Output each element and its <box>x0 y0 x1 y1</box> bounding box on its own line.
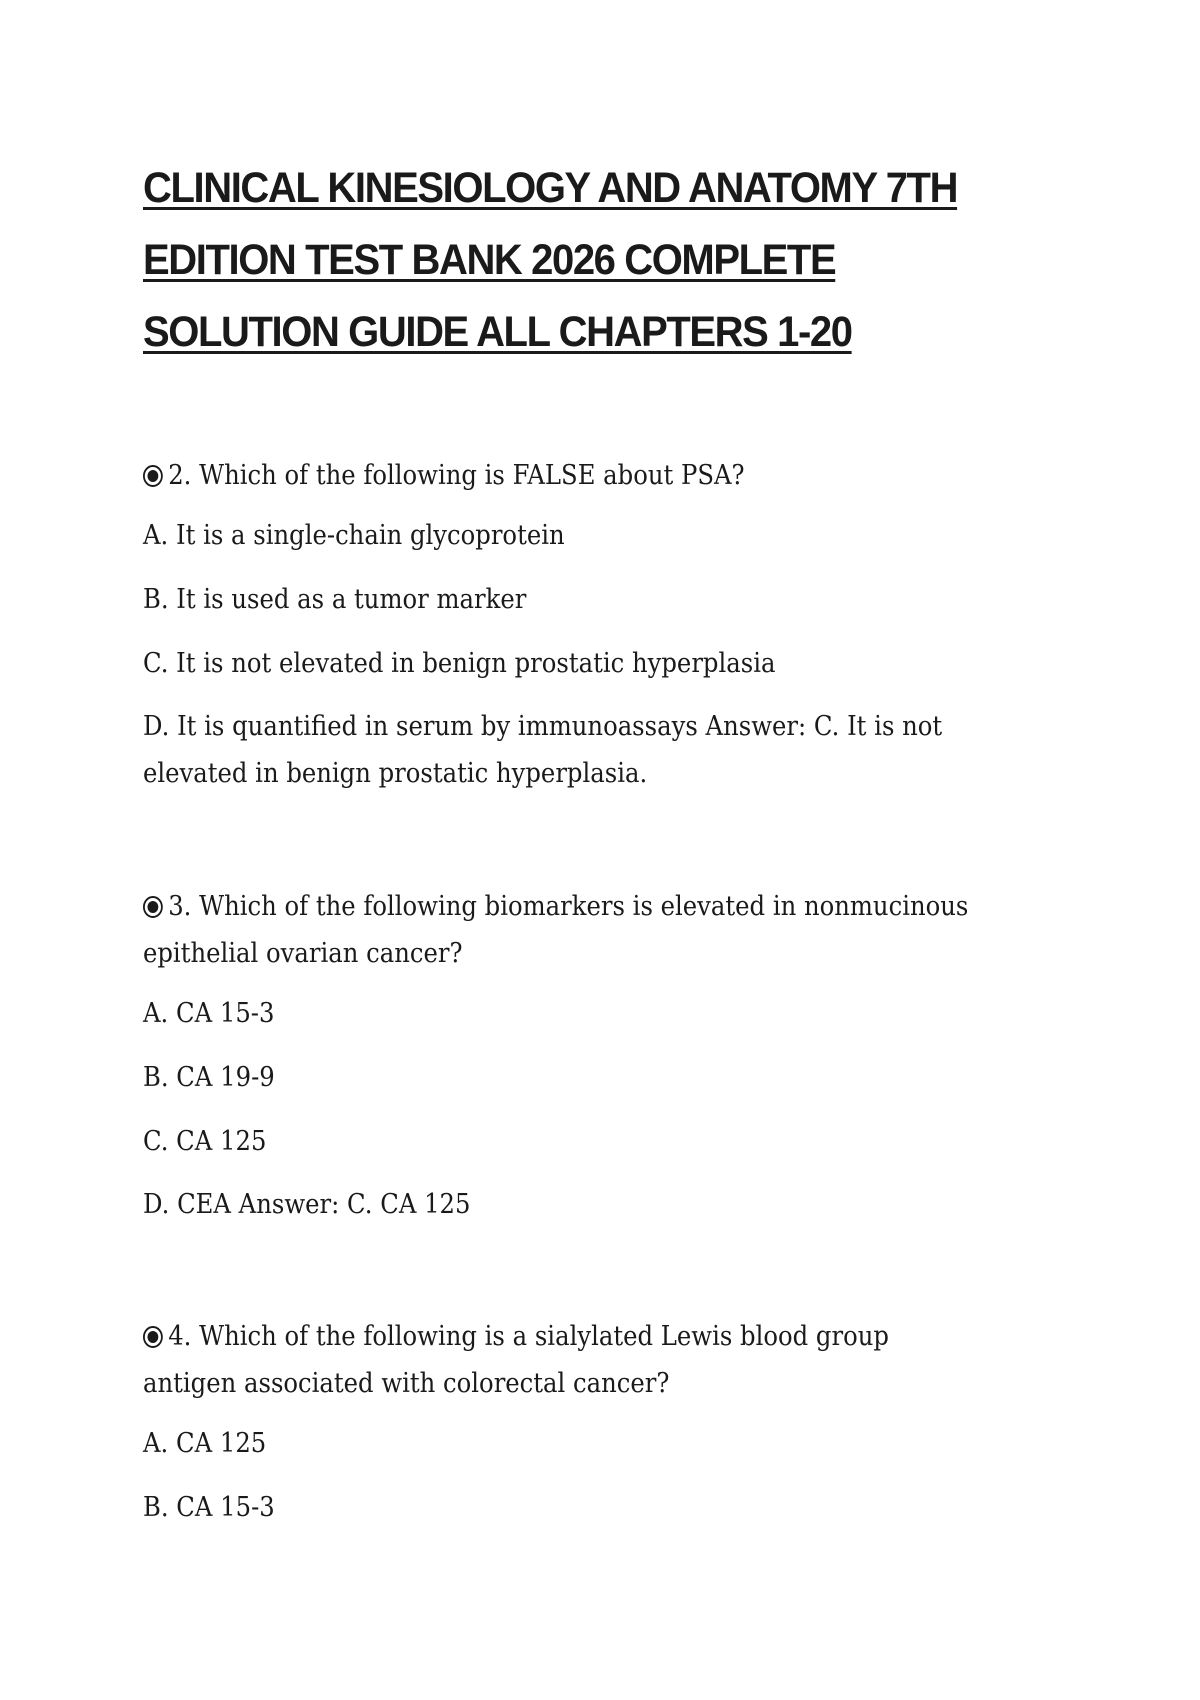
question-stem <box>143 452 989 499</box>
answer-option: A. It is a single-chain glycoprotein <box>143 520 565 551</box>
answer-option: B. CA 19-9 <box>143 1062 275 1093</box>
answer-option: D. It is quantified in serum by immunoassays Answer: C. It is not elevated in benign prostatic hyperplasia. <box>143 711 943 789</box>
radio-bullet-icon <box>143 1326 163 1348</box>
answer-option: C. It is not elevated in benign prostatic hyperplasia <box>143 648 776 679</box>
answer-option: B. CA 15-3 <box>143 1492 275 1523</box>
answer-option: A. CA 125 <box>143 1428 267 1459</box>
question-stem <box>143 1313 989 1407</box>
answer-option: A. CA 15-3 <box>143 998 275 1029</box>
radio-bullet-icon <box>143 896 163 918</box>
question-stem <box>143 883 989 977</box>
question-stem-text: 2. Which of the following is FALSE about PSA? <box>168 460 745 491</box>
answer-option: C. CA 125 <box>143 1126 267 1157</box>
radio-bullet-icon <box>143 465 163 487</box>
question-stem-text: 3. Which of the following biomarkers is elevated in nonmucinous epithelial ovarian cancer? <box>143 891 969 969</box>
question-stem-text: 4. Which of the following is a sialylated Lewis blood group antigen associated with colorectal cancer? <box>143 1321 889 1399</box>
answer-option: D. CEA Answer: C. CA 125 <box>143 1189 471 1220</box>
document-title-text: CLINICAL KINESIOLOGY AND ANATOMY 7TH EDITION TEST BANK 2026 COMPLETE SOLUTION GUIDE ALL CHAPTERS 1-20 <box>143 164 958 356</box>
answer-option: B. It is used as a tumor marker <box>143 584 527 615</box>
document-title <box>143 152 1017 368</box>
